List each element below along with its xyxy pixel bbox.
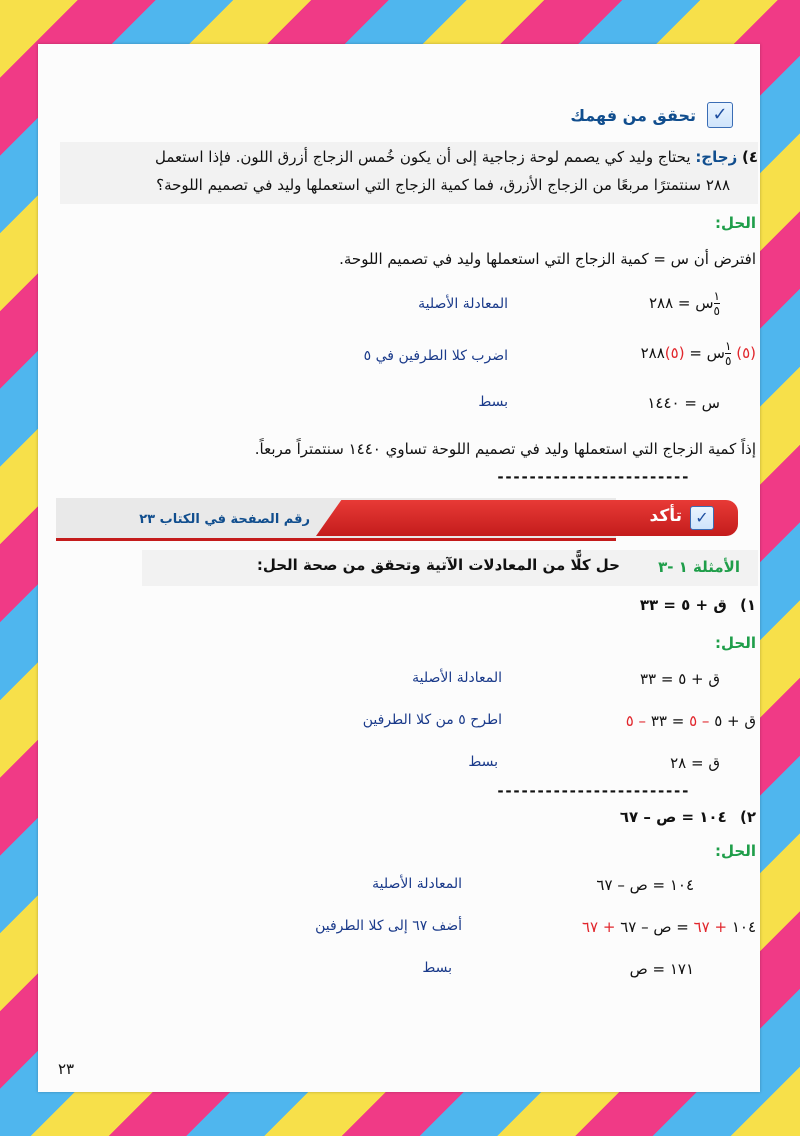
fraction-one-fifth [714, 290, 720, 317]
step1-note: المعادلة الأصلية [418, 296, 508, 312]
problem-line-1 [58, 148, 758, 166]
q2-line [620, 808, 756, 826]
q2-step2-red2: + ٦٧ [581, 918, 616, 936]
q2-equation: ١٠٤ = ص – ٦٧ [619, 808, 727, 826]
confirm-check-icon: ✓ [690, 506, 714, 530]
step2-multiplier-right: (٥) [664, 344, 685, 362]
assume-text: افترض أن س = كمية الزجاج التي استعملها وليد في تصميم اللوحة. [339, 250, 756, 268]
q1-solution-label: الحل: [715, 634, 756, 652]
frac-den: ٥ [713, 304, 720, 318]
confirm-title: تأكد [649, 506, 682, 526]
step1-eq: س = ٢٨٨ [648, 294, 714, 312]
q1-step2-red1: – ٥ [689, 712, 710, 730]
step2-rhs-value: ٢٨٨ [640, 344, 665, 362]
q2-step2-a: ١٠٤ [731, 918, 756, 936]
q2-step2-note: أضف ٦٧ إلى كلا الطرفين [315, 918, 462, 934]
step2-note: اضرب كلا الطرفين في ٥ [363, 348, 508, 364]
q1-equation: ق + ٥ = ٣٣ [639, 596, 727, 614]
q1-line [640, 596, 756, 614]
step3-note: بسط [478, 394, 508, 410]
q2-step3-note: بسط [422, 960, 452, 976]
q2-step3-math: ١٧١ = ص [629, 960, 694, 978]
q1-step2-b: = ٣٣ [646, 712, 690, 730]
q2-step2-b: = ص – ٦٧ [615, 918, 694, 936]
frac-num: ١ [713, 289, 720, 303]
problem-text-1: يحتاج وليد كي يصمم لوحة زجاجية إلى أن يكون خُمس الزجاج أزرق اللون. فإذا استعمل [154, 148, 691, 166]
q1-step1-math: ق + ٥ = ٣٣ [639, 670, 720, 688]
q1-step2-note: اطرح ٥ من كلا الطرفين [362, 712, 502, 728]
instructions-text: حل كلًّا من المعادلات الآتية وتحقق من صحة الحل: [256, 556, 620, 574]
step2-math [641, 340, 756, 367]
book-page-ref: رقم الصفحة في الكتاب ٢٣ [139, 512, 310, 527]
q1-step3-note: بسط [468, 754, 498, 770]
q1-number: ١) [739, 596, 756, 614]
step1-math [649, 290, 720, 317]
q2-number: ٢) [739, 808, 756, 826]
examples-label: الأمثلة ١ -٣ [658, 558, 740, 576]
q2-step1-math: ١٠٤ = ص – ٦٧ [596, 876, 694, 894]
section-title-check-understanding: تحقق من فهمك [570, 106, 696, 125]
separator-1: ------------------------ [496, 468, 689, 486]
frac-den-2: ٥ [724, 354, 732, 368]
q1-step2-red2: – ٥ [625, 712, 647, 730]
separator-2: ------------------------ [496, 782, 689, 800]
step3-math: س = ١٤٤٠ [647, 394, 720, 412]
q2-solution-label: الحل: [715, 842, 756, 860]
page-number: ٢٣ [58, 1060, 75, 1078]
q1-step1-note: المعادلة الأصلية [412, 670, 502, 686]
q2-step2-red1: + ٦٧ [693, 918, 732, 936]
q1-step2-math [626, 712, 756, 730]
q2-step1-note: المعادلة الأصلية [372, 876, 462, 892]
q1-step2-a: ق + ٥ [714, 712, 756, 730]
step2-mid: س = [684, 344, 725, 362]
problem-text-2: ٢٨٨ سنتمترًا مربعًا من الزجاج الأزرق، فما كمية الزجاج التي استعملها وليد في تصميم اللوحة؟ [156, 176, 730, 194]
solution-label-1: الحل: [715, 214, 756, 232]
checkbox-icon: ✓ [707, 102, 733, 128]
step2-multiplier-left: (٥) [736, 344, 756, 362]
q1-step3-math: ق = ٢٨ [670, 754, 720, 772]
q2-step2-math [582, 918, 756, 936]
fraction-one-fifth-2 [725, 340, 731, 367]
problem-keyword: زجاج: [695, 148, 738, 166]
conclusion-text: إذاً كمية الزجاج التي استعملها وليد في تصميم اللوحة تساوي ١٤٤٠ سنتمتراً مربعاً. [254, 440, 756, 458]
problem-number: ٤) [741, 148, 758, 166]
page-sheet [38, 44, 760, 1092]
frac-num-2: ١ [724, 339, 732, 353]
